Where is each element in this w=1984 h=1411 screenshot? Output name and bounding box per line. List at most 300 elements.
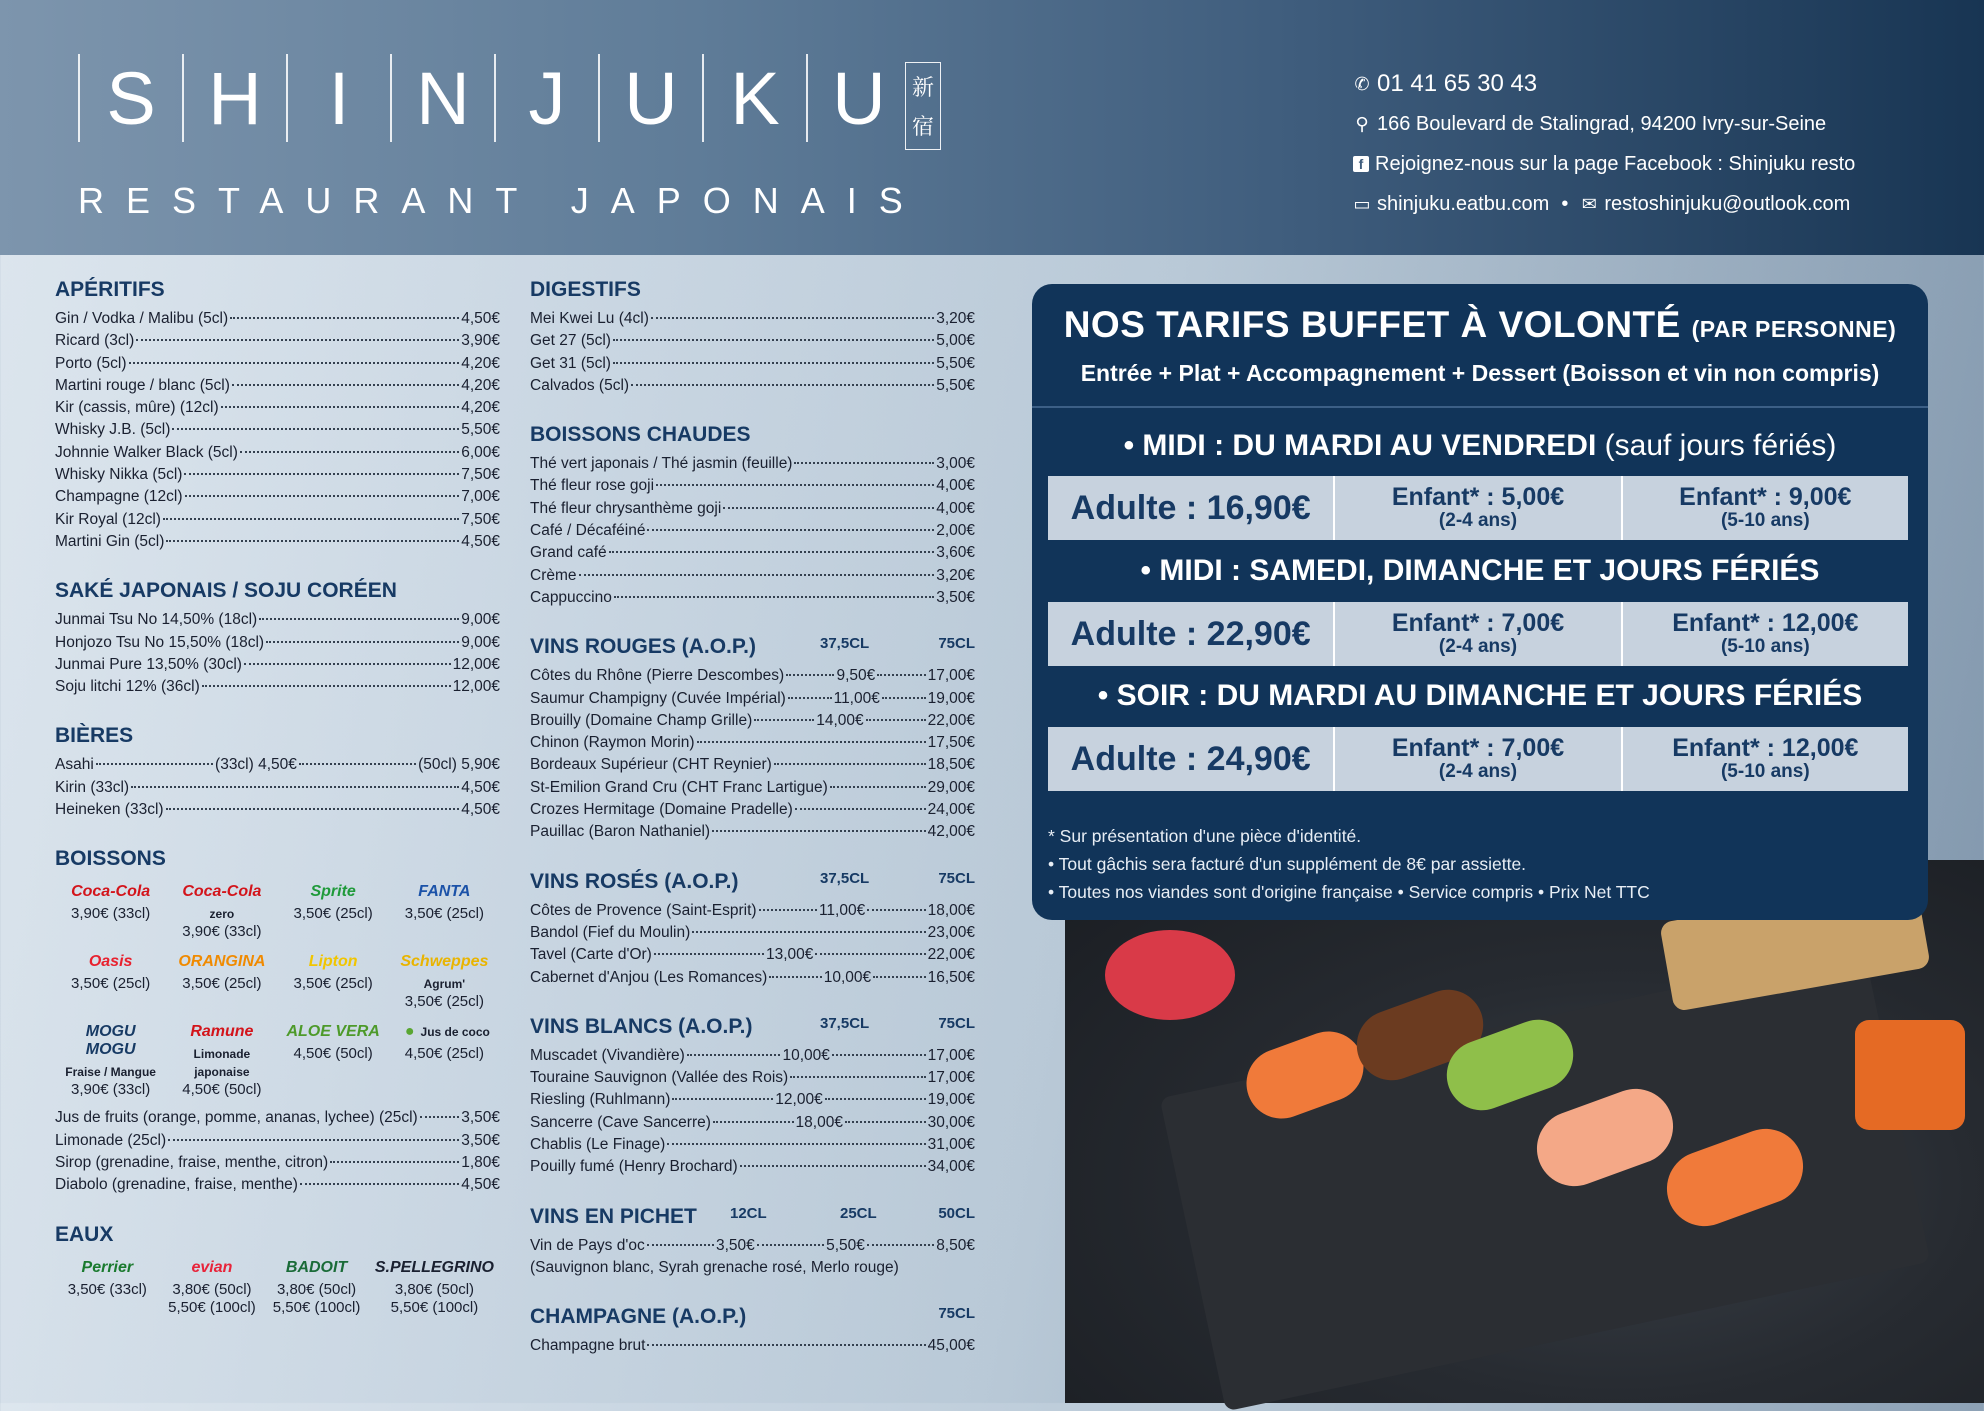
blancs-list bbox=[530, 1045, 975, 1179]
buffet-title-small: (PAR PERSONNE) bbox=[1691, 316, 1897, 342]
brand-logo: Coca-Cola bbox=[182, 883, 262, 901]
map-pin-icon: ⚲ bbox=[1355, 114, 1369, 134]
dot-leader bbox=[613, 362, 934, 364]
brand-logo: Coca-Cola bbox=[71, 883, 151, 901]
drink-price: 5,50€ (100cl) bbox=[168, 1298, 256, 1316]
adult-price: Adulte : 22,90€ bbox=[1070, 614, 1311, 653]
age-range: (2-4 ans) bbox=[1438, 510, 1518, 531]
contact-separator: • bbox=[1561, 193, 1569, 215]
col-header: 12CL bbox=[730, 1204, 767, 1222]
address: 166 Boulevard de Stalingrad, 94200 Ivry-sur-Seine bbox=[1377, 113, 1827, 135]
item-name: Saumur Champigny (Cuvée Impérial) bbox=[530, 689, 786, 707]
dot-leader bbox=[651, 317, 934, 319]
item-price: 3,50€ bbox=[716, 1236, 755, 1254]
menu-item bbox=[530, 732, 975, 754]
waters-grid bbox=[55, 1253, 500, 1317]
phone-number[interactable]: 01 41 65 30 43 bbox=[1377, 70, 1538, 97]
adult-price: Adulte : 24,90€ bbox=[1070, 739, 1311, 778]
item-price: 11,00€ bbox=[818, 901, 866, 919]
drink-item bbox=[278, 1017, 389, 1099]
menu-item bbox=[530, 944, 975, 966]
menu-column-middle bbox=[530, 278, 975, 1357]
menu-item bbox=[55, 632, 500, 654]
item-name: Martini rouge / blanc (5cl) bbox=[55, 376, 230, 394]
drink-price: 3,50€ (33cl) bbox=[67, 1280, 147, 1298]
item-name: Chinon (Raymon Morin) bbox=[530, 734, 695, 752]
menu-item bbox=[55, 464, 500, 486]
phone-icon: ✆ bbox=[1354, 74, 1370, 94]
logo-letter: H bbox=[182, 54, 286, 142]
item-price: 5,00€ bbox=[936, 332, 975, 350]
item-price: 4,20€ bbox=[461, 354, 500, 372]
item-price: 29,00€ bbox=[927, 778, 975, 796]
divider bbox=[1032, 406, 1928, 408]
drink-item bbox=[55, 1253, 160, 1317]
item-price: 31,00€ bbox=[927, 1136, 975, 1154]
menu-item bbox=[55, 486, 500, 508]
item-name: Côtes de Provence (Saint-Esprit) bbox=[530, 901, 757, 919]
item-price: 22,00€ bbox=[927, 946, 976, 964]
footnote: • Toutes nos viandes sont d'origine française • Service compris • Prix Net TTC bbox=[1048, 882, 1650, 902]
dot-leader bbox=[184, 473, 459, 475]
item-price: 4,00€ bbox=[936, 499, 975, 517]
drink-item bbox=[389, 947, 500, 1011]
menu-item bbox=[55, 330, 500, 352]
item-price: 12,00€ bbox=[452, 678, 500, 696]
item-name: Thé fleur chrysanthème goji bbox=[530, 499, 722, 517]
item-name: Thé vert japonais / Thé jasmin (feuille) bbox=[530, 455, 793, 473]
dot-leader bbox=[795, 808, 926, 810]
child-price: Enfant* : 5,00€ bbox=[1391, 483, 1565, 511]
drink-item bbox=[264, 1253, 369, 1317]
item-name: Café / Décaféiné bbox=[530, 522, 646, 540]
dot-leader bbox=[832, 1054, 926, 1056]
section-title bbox=[530, 1305, 975, 1329]
item-name: Mei Kwei Lu (4cl) bbox=[530, 310, 649, 327]
item-price: 5,50€ bbox=[826, 1236, 865, 1254]
period-heading bbox=[1032, 429, 1928, 463]
age-range: (2-4 ans) bbox=[1438, 761, 1518, 782]
section-title: APÉRITIFS bbox=[55, 278, 165, 301]
dot-leader bbox=[579, 574, 935, 576]
facebook-link[interactable]: Rejoignez-nous sur la page Facebook : Shinjuku resto bbox=[1375, 153, 1856, 175]
item-price: (50cl) 5,90€ bbox=[418, 756, 500, 774]
col-header: 25CL bbox=[840, 1204, 877, 1222]
item-price: 34,00€ bbox=[927, 1158, 975, 1176]
logo-letter: K bbox=[702, 54, 806, 142]
item-name: Calvados (5cl) bbox=[530, 376, 630, 394]
menu-item bbox=[530, 565, 975, 587]
drink-price: 3,50€ (25cl) bbox=[293, 975, 373, 993]
section-title-text: CHAMPAGNE (A.O.P.) bbox=[530, 1304, 747, 1328]
buffet-prices-card bbox=[1032, 284, 1928, 920]
drink-item bbox=[55, 877, 166, 941]
item-price: 3,60€ bbox=[936, 544, 975, 562]
drink-item bbox=[160, 1253, 265, 1317]
price-row bbox=[1048, 727, 1908, 791]
dot-leader bbox=[614, 596, 934, 598]
item-price: 22,00€ bbox=[927, 711, 976, 729]
facebook-icon: f bbox=[1353, 156, 1369, 172]
section-title bbox=[530, 635, 975, 659]
logo-letter: N bbox=[390, 54, 494, 142]
dot-leader bbox=[759, 909, 817, 911]
section-title: EAUX bbox=[55, 1222, 114, 1246]
menu-item bbox=[55, 419, 500, 441]
section-title: BIÈRES bbox=[55, 724, 134, 748]
soft-drinks-grid bbox=[55, 877, 500, 1099]
ginger-dish bbox=[1105, 930, 1235, 1020]
roses-list bbox=[530, 900, 975, 989]
menu-item bbox=[530, 1134, 975, 1156]
drink-price: 3,80€ (50cl) bbox=[394, 1280, 475, 1298]
menu-item bbox=[530, 308, 975, 330]
age-range: (5-10 ans) bbox=[1720, 761, 1810, 782]
brand-subtitle: Fraise / Mangue bbox=[65, 1065, 156, 1080]
item-name: Sancerre (Cave Sancerre) bbox=[530, 1113, 711, 1131]
item-name: Junmai Tsu No 14,50% (18cl) bbox=[55, 611, 258, 629]
item-price: 9,00€ bbox=[461, 611, 500, 629]
logo-letter: I bbox=[286, 54, 390, 142]
drink-price: 3,50€ (25cl) bbox=[182, 975, 262, 993]
menu-item bbox=[530, 498, 975, 520]
item-name: Thé fleur rose goji bbox=[530, 477, 655, 495]
dot-leader bbox=[712, 830, 926, 832]
menu-item bbox=[55, 799, 500, 821]
dot-leader bbox=[866, 719, 926, 721]
laptop-icon: ▭ bbox=[1353, 194, 1371, 214]
item-price: 42,00€ bbox=[927, 823, 975, 841]
section-title: BOISSONS CHAUDES bbox=[530, 423, 751, 447]
item-price: 9,50€ bbox=[836, 667, 876, 685]
menu-item bbox=[55, 777, 500, 799]
period-heading bbox=[1032, 679, 1928, 713]
item-price: 18,00€ bbox=[795, 1113, 843, 1131]
item-price: 3,20€ bbox=[936, 566, 975, 584]
item-name: Bandol (Fief du Moulin) bbox=[530, 923, 691, 941]
dot-leader bbox=[230, 317, 459, 319]
drink-price: 3,90€ (33cl) bbox=[182, 923, 262, 941]
drink-price: 3,90€ (33cl) bbox=[71, 905, 151, 923]
item-name: Asahi bbox=[55, 756, 94, 774]
drink-price: 3,50€ (25cl) bbox=[404, 993, 484, 1011]
menu-item bbox=[530, 799, 975, 821]
dot-leader bbox=[786, 674, 834, 676]
item-price: 12,00€ bbox=[775, 1091, 823, 1109]
item-price: 4,50€ bbox=[461, 801, 500, 819]
drink-item bbox=[55, 1017, 166, 1099]
website-link[interactable]: shinjuku.eatbu.com bbox=[1377, 193, 1550, 215]
col-header: 75CL bbox=[938, 635, 975, 653]
brand-logo: Schweppes bbox=[400, 953, 489, 971]
adult-price-cell bbox=[1048, 602, 1333, 666]
item-name: Junmai Pure 13,50% (30cl) bbox=[55, 655, 242, 673]
child-price: Enfant* : 12,00€ bbox=[1672, 734, 1859, 762]
bieres-list bbox=[55, 777, 500, 822]
logo-kanji bbox=[905, 62, 941, 150]
section-title-text: VINS BLANCS (A.O.P.) bbox=[530, 1014, 753, 1038]
item-name: Whisky Nikka (5cl) bbox=[55, 466, 183, 484]
dot-leader bbox=[692, 931, 925, 933]
drink-price: 3,80€ (50cl) bbox=[276, 1280, 357, 1298]
dot-leader bbox=[647, 1344, 925, 1346]
buffet-subtitle: Entrée + Plat + Accompagnement + Dessert (Boisson et vin non compris) bbox=[1080, 360, 1880, 386]
item-price: 7,00€ bbox=[461, 488, 500, 506]
footnote: • Tout gâchis sera facturé d'un supplément de 8€ par assiette. bbox=[1048, 854, 1527, 874]
menu-item bbox=[530, 587, 975, 609]
dot-leader bbox=[873, 976, 925, 978]
menu-item bbox=[55, 442, 500, 464]
menu-item bbox=[530, 922, 975, 944]
col-header: 50CL bbox=[938, 1204, 975, 1222]
drink-item bbox=[166, 947, 277, 1011]
dot-leader bbox=[129, 362, 460, 364]
brand-subtitle: Jus de coco bbox=[420, 1025, 490, 1040]
item-price: 4,50€ bbox=[461, 532, 500, 550]
dot-leader bbox=[166, 808, 460, 810]
footnote: * Sur présentation d'une pièce d'identité. bbox=[1048, 826, 1362, 846]
drink-item bbox=[389, 1017, 500, 1099]
drink-price: 3,90€ (33cl) bbox=[71, 1081, 151, 1099]
drink-price: 3,50€ (25cl) bbox=[293, 905, 373, 923]
item-price: 17,00€ bbox=[927, 1069, 975, 1087]
item-price: 3,50€ bbox=[936, 588, 975, 606]
col-header: 37,5CL bbox=[820, 1014, 870, 1032]
dot-leader bbox=[790, 1076, 925, 1078]
brand-logo: Sprite bbox=[310, 883, 356, 901]
menu-item bbox=[530, 453, 975, 475]
item-name: Brouilly (Domaine Champ Grille) bbox=[530, 711, 753, 729]
item-price: 6,00€ bbox=[461, 443, 500, 461]
drink-item bbox=[166, 1017, 277, 1099]
item-name: Limonade (25cl) bbox=[55, 1131, 167, 1149]
item-name: Sirop (grenadine, fraise, menthe, citron) bbox=[55, 1153, 329, 1171]
item-name: Gin / Vodka / Malibu (5cl) bbox=[55, 310, 229, 327]
item-price: 7,50€ bbox=[461, 466, 500, 484]
drink-price: 3,50€ (25cl) bbox=[404, 905, 484, 923]
menu-item bbox=[55, 397, 500, 419]
item-name: Honjozo Tsu No 15,50% (18cl) bbox=[55, 633, 265, 651]
dot-leader bbox=[713, 1121, 794, 1123]
item-price: 13,00€ bbox=[766, 946, 814, 964]
dot-leader bbox=[697, 741, 926, 743]
menu-item bbox=[530, 542, 975, 564]
dot-leader bbox=[656, 484, 934, 486]
dot-leader bbox=[259, 618, 459, 620]
col-header: 75CL bbox=[938, 1014, 975, 1032]
item-price: 18,00€ bbox=[927, 901, 976, 919]
drink-price: 5,50€ (100cl) bbox=[272, 1298, 361, 1316]
kanji-shin: 新 bbox=[911, 76, 934, 101]
adult-price-cell bbox=[1048, 727, 1333, 791]
menu-item bbox=[55, 308, 500, 330]
brand-logo: MOGU MOGU bbox=[85, 1023, 136, 1059]
logo-letter: S bbox=[78, 54, 182, 142]
dot-leader bbox=[244, 663, 451, 665]
menu-item bbox=[55, 654, 500, 676]
dot-leader bbox=[131, 786, 459, 788]
menu-item bbox=[530, 900, 975, 922]
age-range: (5-10 ans) bbox=[1720, 510, 1810, 531]
item-name: Martini Gin (5cl) bbox=[55, 532, 165, 550]
boissons-list bbox=[55, 1107, 500, 1196]
item-name: Jus de fruits (orange, pomme, ananas, lychee) (25cl) bbox=[55, 1109, 418, 1127]
period-label: • MIDI : SAMEDI, DIMANCHE ET JOURS FÉRIÉS bbox=[1140, 554, 1820, 587]
item-price: 10,00€ bbox=[782, 1046, 830, 1064]
item-price: 3,20€ bbox=[936, 310, 975, 327]
item-price: 19,00€ bbox=[927, 689, 976, 707]
email-link[interactable]: restoshinjuku@outlook.com bbox=[1604, 193, 1851, 215]
item-price: 4,00€ bbox=[936, 477, 975, 495]
item-name: Crème bbox=[530, 566, 577, 584]
item-name: Porto (5cl) bbox=[55, 354, 127, 372]
kanji-juku: 宿 bbox=[911, 115, 934, 140]
item-price: 4,50€ bbox=[461, 310, 500, 327]
logo-subtitle: RESTAURANT JAPONAIS bbox=[78, 180, 925, 221]
brand-logo: FANTA bbox=[418, 883, 471, 901]
brand-logo: Lipton bbox=[308, 953, 358, 971]
brand-subtitle: Limonade japonaise bbox=[193, 1047, 251, 1080]
dot-leader bbox=[330, 1161, 459, 1163]
logo bbox=[78, 54, 910, 142]
menu-item bbox=[55, 509, 500, 531]
dot-leader bbox=[667, 1143, 925, 1145]
dot-leader bbox=[845, 1121, 926, 1123]
menu-item bbox=[530, 1045, 975, 1067]
menu-item bbox=[530, 967, 975, 989]
dot-leader bbox=[631, 384, 934, 386]
drink-price: 3,80€ (50cl) bbox=[172, 1280, 252, 1298]
item-price: 3,50€ bbox=[461, 1131, 500, 1149]
logo-letter: U bbox=[598, 54, 702, 142]
item-name: St-Emilion Grand Cru (CHT Franc Lartigue) bbox=[530, 778, 828, 796]
drink-price: 4,50€ (50cl) bbox=[182, 1081, 262, 1099]
section-title: BOISSONS bbox=[55, 847, 166, 871]
col-header: 75CL bbox=[938, 869, 975, 887]
brand-logo: ORANGINA bbox=[178, 953, 266, 971]
buffet-title-text: NOS TARIFS BUFFET À VOLONTÉ bbox=[1063, 304, 1681, 345]
brand-logo: Perrier bbox=[81, 1258, 134, 1276]
item-price: 16,50€ bbox=[927, 968, 975, 986]
item-name: Get 31 (5cl) bbox=[530, 354, 611, 372]
menu-item bbox=[55, 375, 500, 397]
drink-price: 5,50€ (100cl) bbox=[390, 1298, 479, 1316]
buffet-title bbox=[1032, 304, 1928, 346]
dot-leader bbox=[825, 1098, 926, 1100]
dot-leader bbox=[300, 1183, 459, 1185]
item-name: Heineken (33cl) bbox=[55, 801, 164, 819]
item-name: Pouilly fumé (Henry Brochard) bbox=[530, 1158, 738, 1176]
menu-item bbox=[55, 1174, 500, 1196]
menu-item bbox=[530, 754, 975, 776]
menu-item bbox=[530, 665, 975, 687]
item-price: 2,00€ bbox=[936, 522, 975, 540]
brand-logo: ● bbox=[404, 1023, 415, 1041]
price-row bbox=[1048, 602, 1908, 666]
item-price: 9,00€ bbox=[461, 633, 500, 651]
footnotes bbox=[1048, 822, 1650, 906]
section-title-text: VINS ROSÉS (A.O.P.) bbox=[530, 869, 739, 893]
col-header: 37,5CL bbox=[820, 869, 870, 887]
child-price-cell bbox=[1621, 602, 1908, 666]
logo-letter: U bbox=[806, 54, 910, 142]
dot-leader bbox=[266, 641, 459, 643]
child-price: Enfant* : 9,00€ bbox=[1679, 483, 1852, 511]
menu-item bbox=[530, 520, 975, 542]
brand-subtitle: zero bbox=[209, 907, 235, 922]
menu-column-left bbox=[55, 278, 500, 1317]
menu-item bbox=[55, 754, 500, 776]
dot-leader bbox=[788, 697, 832, 699]
drink-price: 4,50€ (50cl) bbox=[293, 1045, 373, 1063]
item-name: Côtes du Rhône (Pierre Descombes) bbox=[530, 667, 785, 685]
period-heading bbox=[1032, 554, 1928, 588]
dot-leader bbox=[882, 697, 926, 699]
menu-item bbox=[55, 609, 500, 631]
brand-subtitle: Agrum' bbox=[423, 977, 466, 992]
menu-item bbox=[55, 353, 500, 375]
dot-leader bbox=[202, 685, 451, 687]
item-name: Kir (cassis, mûre) (12cl) bbox=[55, 399, 219, 417]
item-name: Tavel (Carte d'Or) bbox=[530, 946, 652, 964]
menu-item bbox=[55, 1152, 500, 1174]
item-price: 8,50€ bbox=[936, 1236, 975, 1254]
item-name: Whisky J.B. (5cl) bbox=[55, 421, 171, 439]
child-price-cell bbox=[1621, 476, 1908, 540]
item-price: 5,50€ bbox=[936, 354, 975, 372]
dot-leader bbox=[168, 1139, 459, 1141]
period-label-note: (sauf jours fériés) bbox=[1604, 429, 1837, 462]
item-price: 45,00€ bbox=[927, 1336, 975, 1354]
item-name: Pauillac (Baron Nathaniel) bbox=[530, 823, 711, 841]
dot-leader bbox=[172, 428, 459, 430]
section-title: DIGESTIFS bbox=[530, 278, 641, 301]
item-name: Champagne brut bbox=[530, 1336, 646, 1354]
brand-logo: Oasis bbox=[88, 953, 133, 971]
dot-leader bbox=[420, 1116, 460, 1118]
dot-leader bbox=[221, 406, 460, 408]
item-price: 3,00€ bbox=[936, 455, 975, 473]
item-price: 17,00€ bbox=[927, 1046, 976, 1064]
item-price: 17,00€ bbox=[927, 667, 976, 685]
menu-item bbox=[530, 1235, 975, 1257]
drink-price: 4,50€ (25cl) bbox=[404, 1045, 484, 1063]
brand-logo: evian bbox=[191, 1258, 233, 1276]
menu-item bbox=[530, 353, 975, 375]
chaudes-list bbox=[530, 453, 975, 609]
brand-logo: S.PELLEGRINO bbox=[374, 1258, 494, 1276]
item-name: Muscadet (Vivandière) bbox=[530, 1046, 685, 1064]
item-name: Diabolo (grenadine, fraise, menthe) bbox=[55, 1176, 298, 1194]
brand-logo: BADOIT bbox=[285, 1258, 348, 1276]
item-name: Ricard (3cl) bbox=[55, 332, 135, 350]
item-price: 4,20€ bbox=[461, 399, 500, 417]
dot-leader bbox=[613, 339, 934, 341]
age-range: (2-4 ans) bbox=[1438, 636, 1518, 657]
item-price: 10,00€ bbox=[823, 968, 872, 986]
item-name: Champagne (12cl) bbox=[55, 488, 183, 506]
child-price-cell bbox=[1333, 476, 1620, 540]
menu-item bbox=[530, 475, 975, 497]
item-name: Bordeaux Supérieur (CHT Reynier) bbox=[530, 756, 772, 774]
child-price-cell bbox=[1333, 727, 1620, 791]
drink-item bbox=[278, 877, 389, 941]
section-title: SAKÉ JAPONAIS / SOJU CORÉEN bbox=[55, 579, 397, 603]
item-name: Soju litchi 12% (36cl) bbox=[55, 678, 200, 696]
menu-item bbox=[55, 1107, 500, 1129]
dot-leader bbox=[830, 786, 926, 788]
item-price: 5,50€ bbox=[461, 421, 500, 439]
